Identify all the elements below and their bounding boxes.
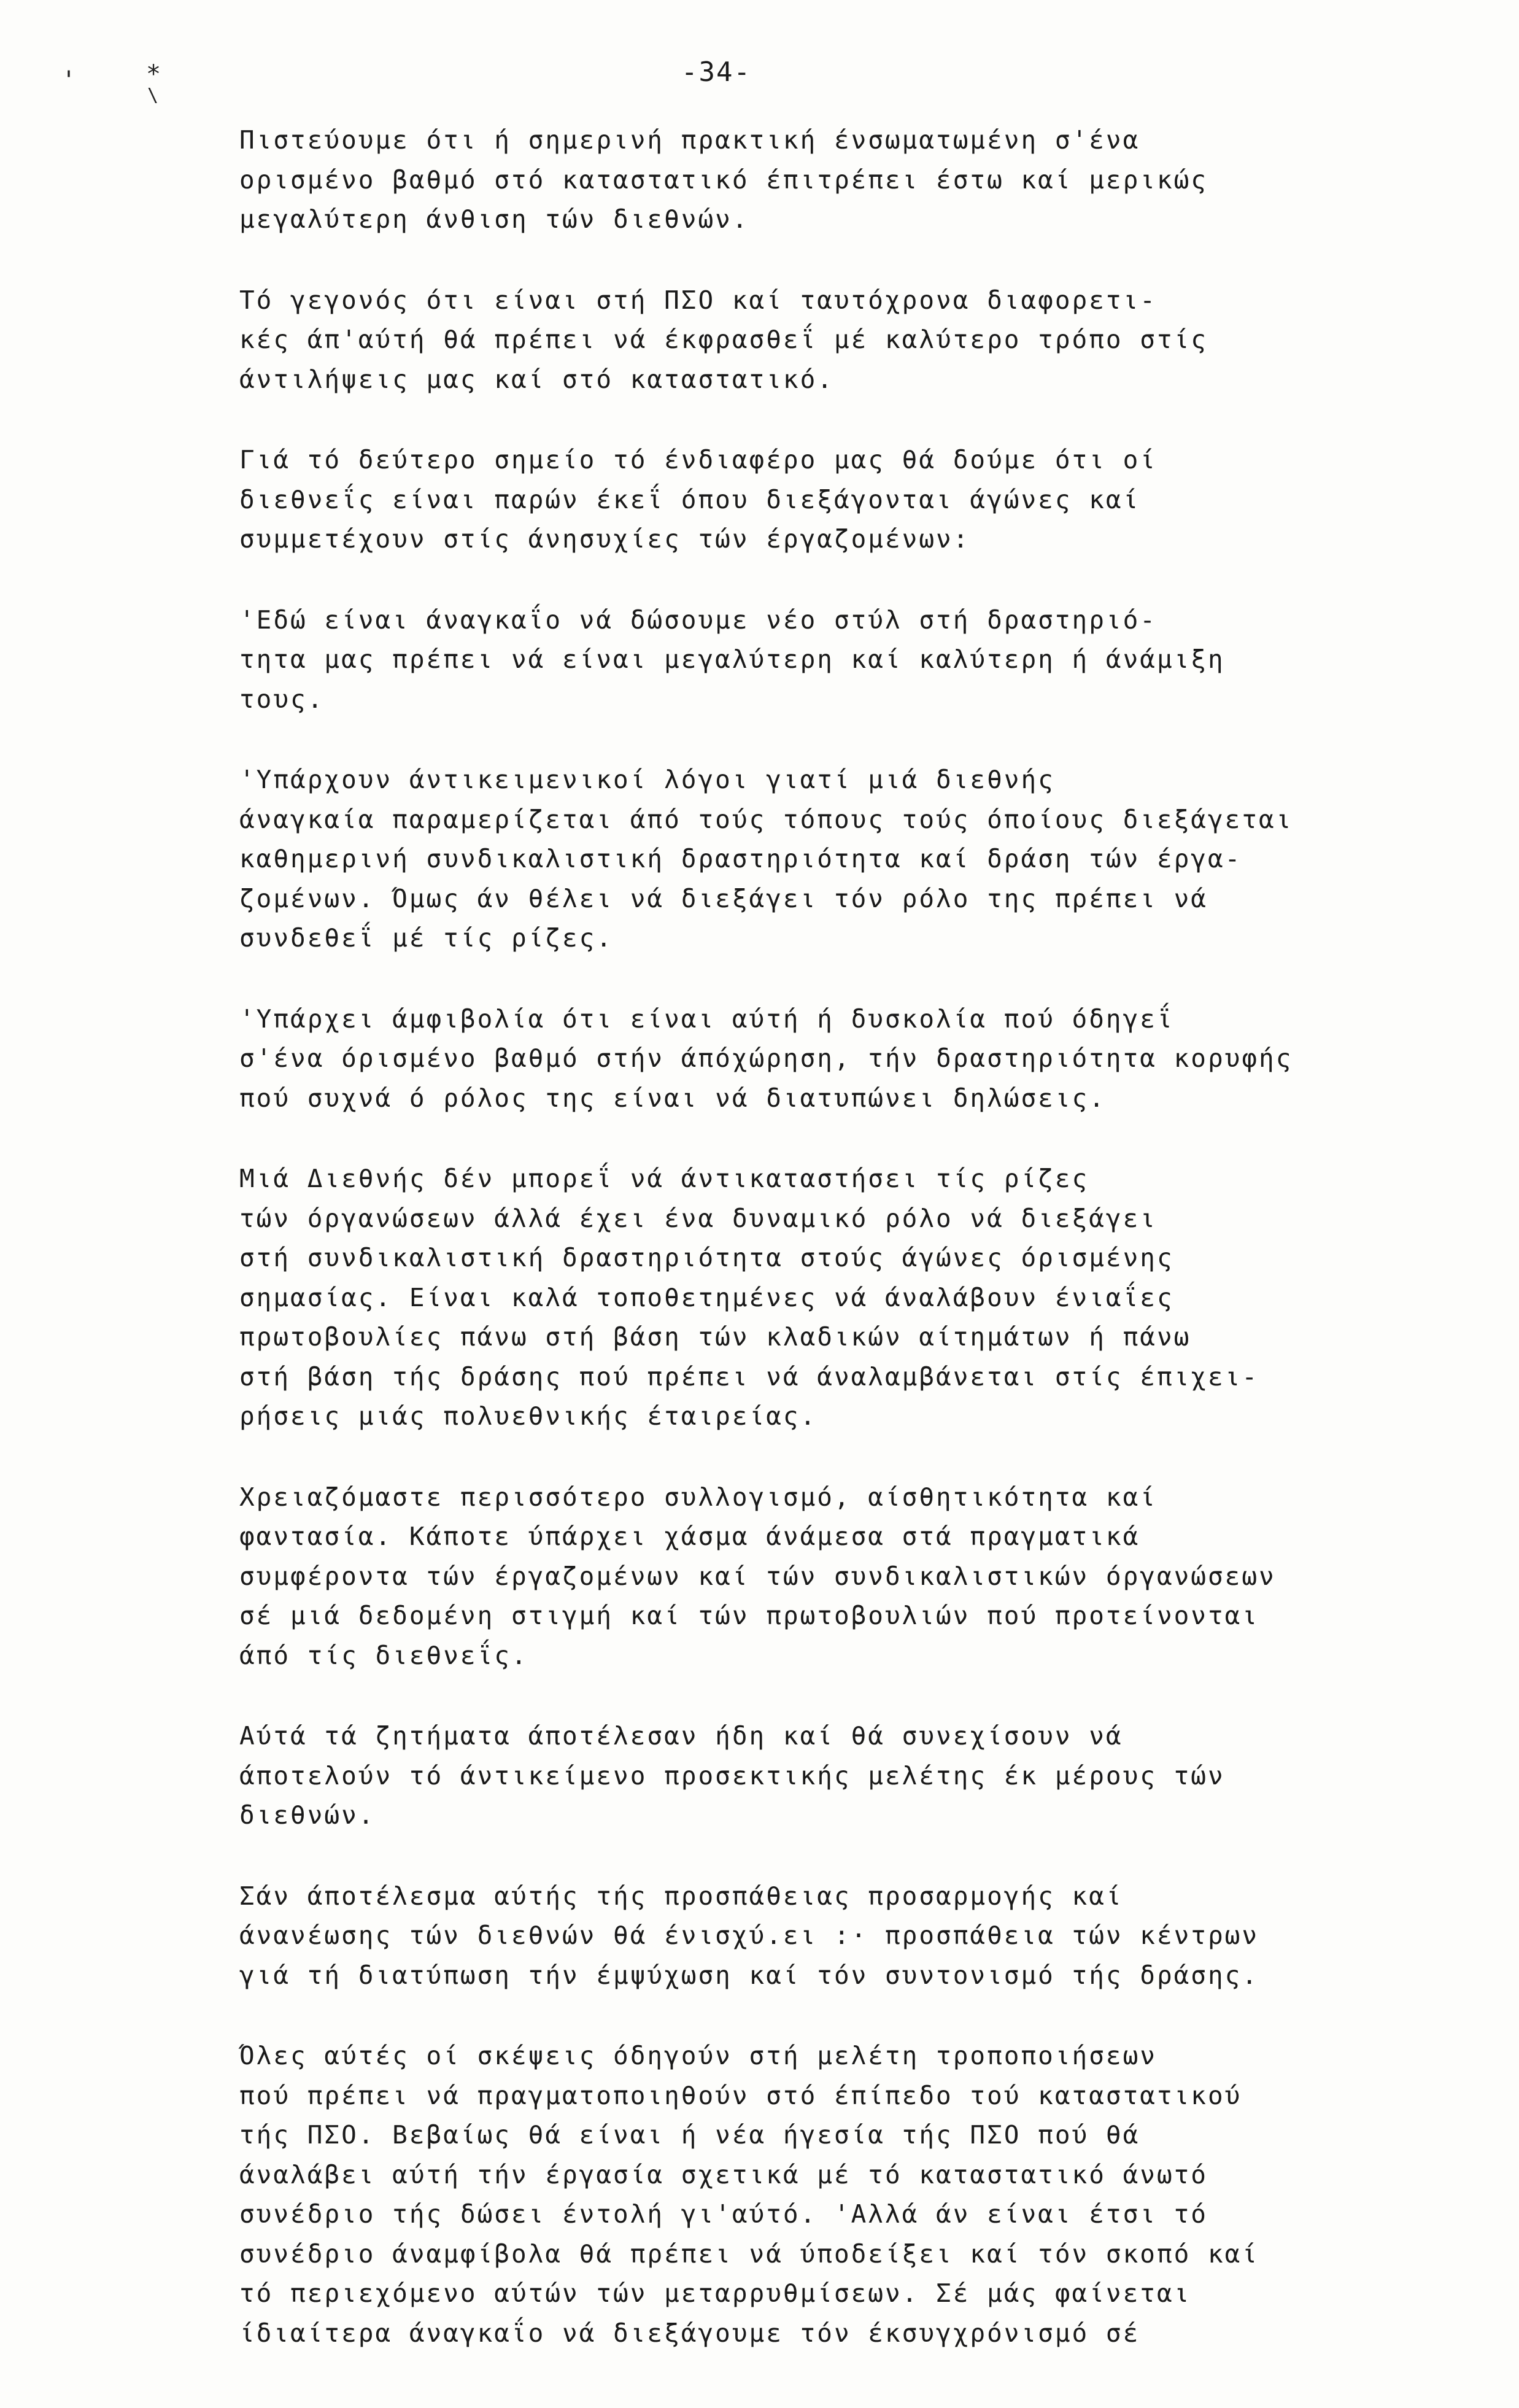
paragraph: Μιά Διεθνής δέν μπορεΐ νά άντικαταστήσει τίς ρίζες τών όργανώσεων άλλά έχει ένα δυναμικό ρόλο νά διεξάγει στή συνδικαλιστική δραστηριότητα στούς άγώνες όρισμένης σημασίας. Είναι καλά τοποθετημένες νά άναλάβουν ένιαΐες πρωτοβουλίες πάνω στή βάση τών κλαδικών αίτημάτων ή πάνω στή βάση τής δράσης πού πρέπει νά άναλαμβάνεται στίς έπιχει- ρήσεις μιάς πολυεθνικής έταιρείας. <box>239 1164 1259 1431</box>
margin-dot-mark: ' <box>61 66 77 95</box>
paragraph: Πιστεύουμε ότι ή σημερινή πρακτική ένσωματωμένη σ'ένα ορισμένο βαθμό στό καταστατικό έπιτρέπει έστω καί μερικώς μεγαλύτερη άνθιση τών διεθνών. <box>239 125 1208 234</box>
paragraph: 'Υπάρχουν άντικειμενικοί λόγοι γιατί μιά διεθνής άναγκαία παραμερίζεται άπό τούς τόπους τούς όποίους διεξάγεται καθημερινή συνδικαλιστική δραστηριότητα καί δράση τών έργα- ζομένων. Όμως άν θέλει νά διεξάγει τόν ρόλο της πρέπει νά συνδεθεΐ μέ τίς ρίζες. <box>239 765 1293 953</box>
paragraph: Σάν άποτέλεσμα αύτής τής προσπάθειας προσαρμογής καί άνανέωσης τών διεθνών θά ένισχύ.ει :· προσπάθεια τών κέντρων γιά τή διατύπωση τήν έμψύχωση καί τόν συντονισμό τής δράσης. <box>239 1881 1259 1990</box>
paragraph: 'Εδώ είναι άναγκαΐο νά δώσουμε νέο στύλ στή δραστηριό- τητα μας πρέπει νά είναι μεγαλύτερη καί καλύτερη ή άνάμιξη τους. <box>239 605 1225 714</box>
paragraph: Γιά τό δεύτερο σημείο τό ένδιαφέρο μας θά δούμε ότι οί διεθνεΐς είναι παρών έκεΐ όπου διεξάγονται άγώνες καί συμμετέχουν στίς άνησυχίες τών έργαζομένων: <box>239 445 1157 554</box>
body-text <box>239 120 1442 2394</box>
paragraph: Χρειαζόμαστε περισσότερο συλλογισμό, αίσθητικότητα καί φαντασία. Κάποτε ύπάρχει χάσμα άνάμεσα στά πραγματικά συμφέροντα τών έργαζομένων καί τών συνδικαλιστικών όργανώσεων σέ μιά δεδομένη στιγμή καί τών πρωτοβουλιών πού προτείνονται άπό τίς διεθνεΐς. <box>239 1482 1276 1670</box>
margin-star-mark: * <box>146 60 161 88</box>
paragraph: Τό γεγονός ότι είναι στή ΠΣΟ καί ταυτόχρονα διαφορετι- κές άπ'αύτή θά πρέπει νά έκφρασθεΐ μέ καλύτερο τρόπο στίς άντιλήψεις μας καί στό καταστατικό. <box>239 285 1208 394</box>
margin-curl-mark: \ <box>147 85 159 106</box>
paragraph: 'Υπάρχει άμφιβολία ότι είναι αύτή ή δυσκολία πού όδηγεΐ σ'ένα όρισμένο βαθμό στήν άπόχώρηση, τήν δραστηριότητα κορυφής πού συχνά ό ρόλος της είναι νά διατυπώνει δηλώσεις. <box>239 1004 1293 1113</box>
paragraph: Αύτά τά ζητήματα άποτέλεσαν ήδη καί θά συνεχίσουν νά άποτελούν τό άντικείμενο προσεκτικής μελέτης έκ μέρους τών διεθνών. <box>239 1721 1225 1830</box>
page-number: -34- <box>681 56 751 88</box>
paragraph: Όλες αύτές οί σκέψεις όδηγούν στή μελέτη τροποποιήσεων πού πρέπει νά πραγματοποιηθούν στό έπίπεδο τού καταστατικού τής ΠΣΟ. Βεβαίως θά είναι ή νέα ήγεσία τής ΠΣΟ πού θά άναλάβει αύτή τήν έργασία σχετικά μέ τό καταστατικό άνωτό συνέδριο τής δώσει έντολή γι'αύτό. 'Αλλά άν είναι έτσι τό συνέδριο άναμφίβολα θά πρέπει νά ύποδείξει καί τόν σκοπό καί τό περιεχόμενο αύτών τών μεταρρυθμίσεων. Σέ μάς φαίνεται ίδιαίτερα άναγκαΐο νά διεξάγουμε τόν έκσυγχρόνισμό σέ <box>239 2041 1259 2348</box>
